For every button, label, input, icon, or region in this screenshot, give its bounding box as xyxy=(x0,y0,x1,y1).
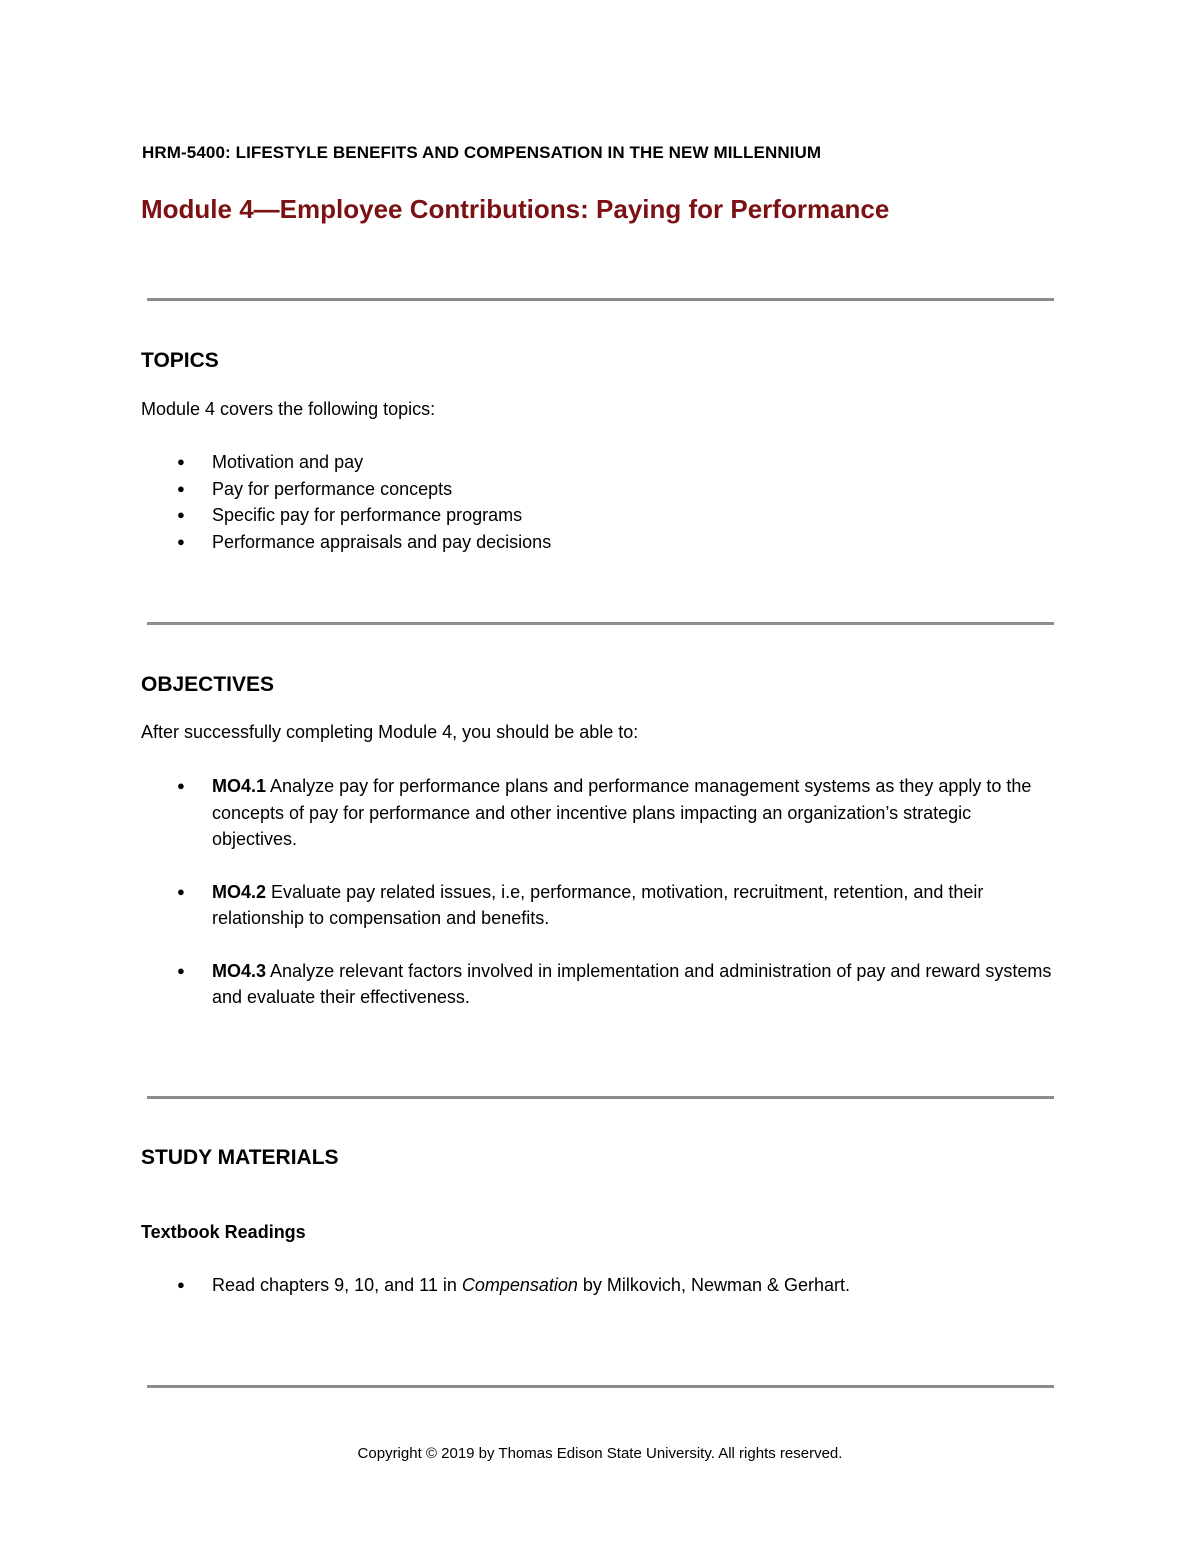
list-item xyxy=(141,958,1061,1011)
list-item xyxy=(141,476,1061,503)
objectives-list xyxy=(141,773,1061,1037)
objective-code: MO4.2 xyxy=(212,881,267,902)
topic-text: Pay for performance concepts xyxy=(212,478,453,499)
list-item xyxy=(141,502,1061,529)
objective-code: MO4.1 xyxy=(212,776,267,796)
bullet-icon: ● xyxy=(177,454,185,469)
topic-text: Performance appraisals and pay decisions xyxy=(212,531,552,552)
list-item xyxy=(141,879,1061,932)
study-materials-heading: STUDY MATERIALS xyxy=(141,1146,339,1169)
bullet-icon: ● xyxy=(177,533,185,549)
bullet-icon: ● xyxy=(177,883,185,899)
objectives-intro: After successfully completing Module 4, you should be able to: xyxy=(141,722,639,742)
topic-text: Motivation and pay xyxy=(212,452,364,472)
section-divider xyxy=(147,298,1054,301)
topics-heading: TOPICS xyxy=(141,349,219,372)
objective-text: Evaluate pay related issues, i.e, performance, motivation, recruitment, retention, and their relationship to compensation and benefits. xyxy=(212,881,984,928)
section-divider xyxy=(147,1385,1054,1388)
objective-text: Analyze pay for performance plans and performance management systems as they apply to the concepts of pay for performance and other incentive plans impacting an organization’s strategic objectives. xyxy=(212,776,1032,849)
module-title: Module 4—Employee Contributions: Paying for Performance xyxy=(141,194,890,224)
list-item xyxy=(141,1272,1061,1299)
objectives-heading: OBJECTIVES xyxy=(141,673,275,696)
textbook-readings-subheading: Textbook Readings xyxy=(141,1222,306,1242)
reading-text-after: by Milkovich, Newman & Gerhart. xyxy=(577,1275,851,1295)
list-item xyxy=(141,529,1061,556)
bullet-icon: ● xyxy=(177,1277,185,1292)
reading-text-before: Read chapters 9, 10, and 11 in xyxy=(212,1275,462,1295)
list-item xyxy=(141,773,1061,853)
list-item xyxy=(141,449,1061,476)
bullet-icon: ● xyxy=(177,778,185,793)
readings-list xyxy=(141,1272,1061,1299)
section-divider xyxy=(147,622,1054,625)
bullet-icon: ● xyxy=(177,962,185,978)
objective-code: MO4.3 xyxy=(212,960,267,981)
bullet-icon: ● xyxy=(177,507,185,522)
book-title: Compensation xyxy=(461,1275,578,1295)
copyright-footer: Copyright © 2019 by Thomas Edison State University. All rights reserved. xyxy=(357,1445,843,1462)
section-divider xyxy=(147,1096,1054,1099)
course-code-heading: HRM-5400: LIFESTYLE BENEFITS AND COMPENSATION IN THE NEW MILLENNIUM xyxy=(142,143,822,162)
topics-list xyxy=(141,449,1061,555)
topics-intro: Module 4 covers the following topics: xyxy=(141,399,436,419)
topic-text: Specific pay for performance programs xyxy=(212,505,523,525)
objective-text: Analyze relevant factors involved in implementation and administration of pay and reward systems and evaluate their effectiveness. xyxy=(212,960,1052,1007)
bullet-icon: ● xyxy=(177,480,185,496)
